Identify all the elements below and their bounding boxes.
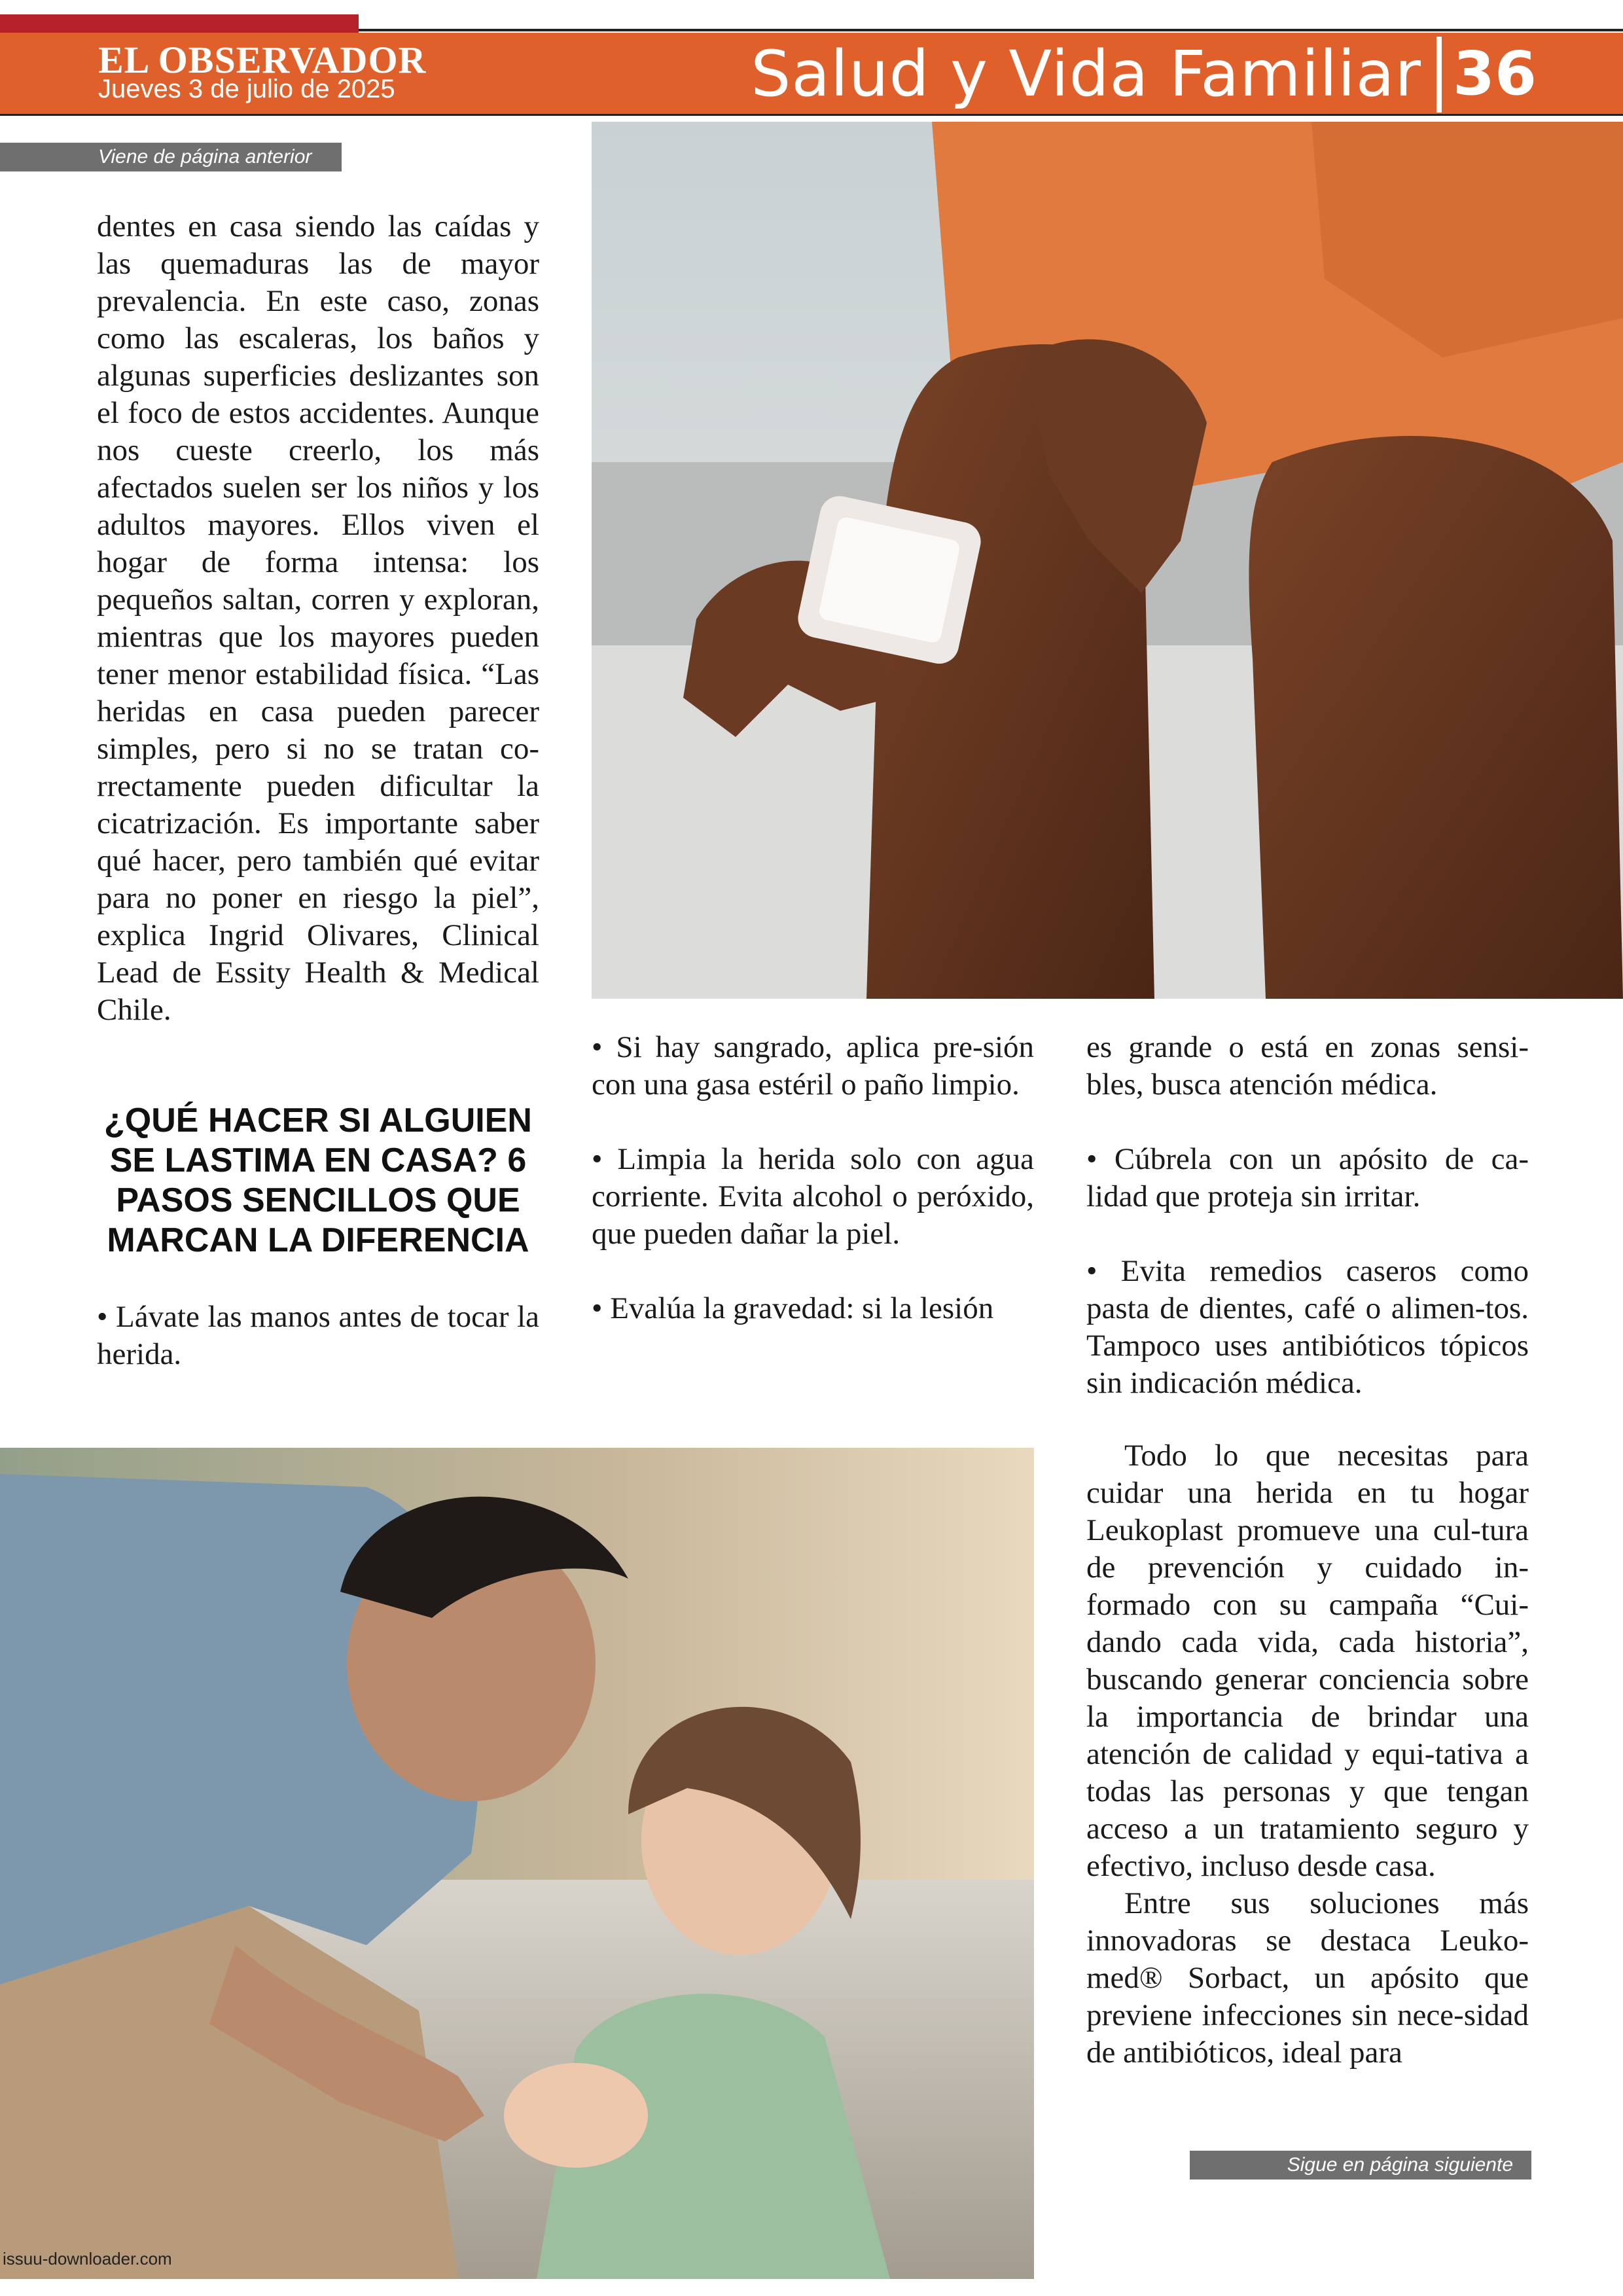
- bullet-item: es grande o está en zonas sensi-bles, busca atención médica.: [1086, 1030, 1529, 1102]
- solutions-paragraph: Entre sus soluciones más innovadoras se destaca Leuko-med® Sorbact, un apósito que previene infecciones sin nece-sidad de antibióticos, ideal para: [1086, 1886, 1529, 2070]
- bullet-item: • Evita remedios caseros como pasta de dientes, café o alimen-tos. Tampoco uses antibióticos tópicos sin indicación médica.: [1086, 1254, 1529, 1400]
- article-column-1-bullets: [97, 1299, 539, 1373]
- article-column-3-continued: [1086, 1437, 1529, 2072]
- section-title: Salud y Vida Familiar: [751, 37, 1421, 111]
- intro-paragraph: dentes en casa siendo las caídas y las quemaduras las de mayor prevalencia. En este caso, zonas como las escaleras, los baños y algunas superficies deslizantes son el foco de estos accidentes. Aunque nos cueste creerlo, los más afectados suelen ser los niños y los adultos mayores. Ellos viven el hogar de forma intensa: los pequeños saltan, corren y exploran, mientras que los mayores pueden tener menor estabilidad física. “Las heridas en casa pueden parecer simples, pero si no se tratan co-rrectamente pueden dificultar la cicatrización. Es importante saber qué hacer, pero también qué evitar para no poner en riesgo la piel”, explica Ingrid Olivares, Clinical Lead de Essity Health & Medical Chile.: [97, 209, 539, 1027]
- photo-bandage-knee: [592, 122, 1623, 999]
- header-bottom-rule: [0, 114, 1623, 116]
- bullet-item: • Limpia la herida solo con agua corriente. Evita alcohol o peróxido, que pueden dañar la piel.: [592, 1142, 1034, 1251]
- page-number: 36: [1453, 39, 1537, 109]
- bullet-item: • Lávate las manos antes de tocar la herida.: [97, 1300, 539, 1371]
- section-divider: [1436, 37, 1442, 113]
- continued-from-tag: Viene de página anterior: [0, 143, 342, 171]
- continued-on-tag: Sigue en página siguiente: [1190, 2151, 1531, 2179]
- header-accent-tab: [0, 14, 359, 33]
- section-subhead: ¿QUÉ HACER SI ALGUIEN SE LASTIMA EN CASA? 6 PASOS SENCILLOS QUE MARCAN LA DIFERENCIA: [104, 1102, 532, 1259]
- bullet-item: • Cúbrela con un apósito de ca-lidad que proteja sin irritar.: [1086, 1142, 1529, 1213]
- article-column-2: [592, 1029, 1034, 1327]
- header-top-rule: [359, 29, 1623, 31]
- article-column-1: [97, 208, 539, 1029]
- issue-date: Jueves 3 de julio de 2025: [98, 75, 395, 103]
- photo-father-daughter: [0, 1448, 1034, 2279]
- masthead: EL OBSERVADOR: [98, 39, 427, 81]
- campaign-paragraph: Todo lo que necesitas para cuidar una herida en tu hogar Leukoplast promueve una cul-tura de prevención y cuidado in-formado con su campaña “Cui-dando cada vida, cada historia”, buscando generar conciencia sobre la importancia de brindar una atención de calidad y equi-tativa a todas las personas y que tengan acceso a un tratamiento seguro y efectivo, incluso desde casa.: [1086, 1439, 1529, 1883]
- bullet-item: • Evalúa la gravedad: si la lesión: [592, 1291, 994, 1325]
- watermark-text: issuu-downloader.com: [3, 2249, 172, 2269]
- article-column-3: [1086, 1029, 1529, 1402]
- bullet-item: • Si hay sangrado, aplica pre-sión con una gasa estéril o paño limpio.: [592, 1030, 1034, 1102]
